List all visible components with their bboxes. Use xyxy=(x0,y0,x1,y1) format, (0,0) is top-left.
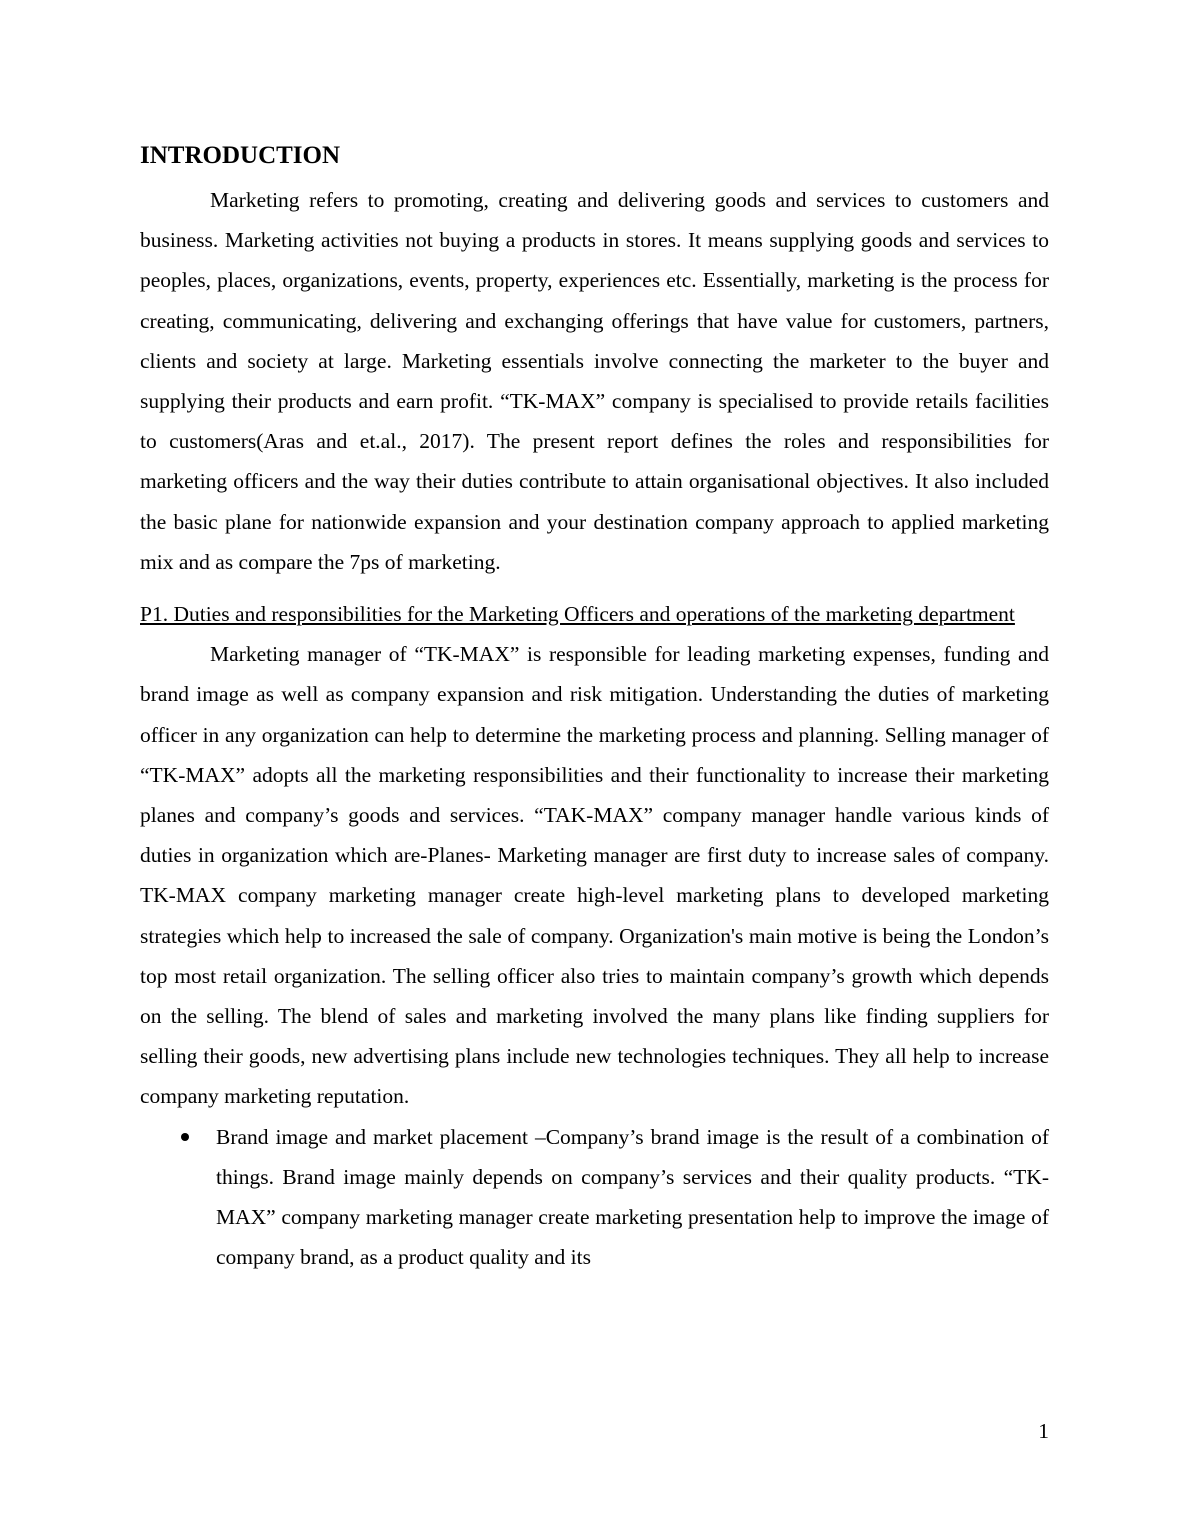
page-content xyxy=(140,138,1049,1277)
bullet-text: Brand image and market placement –Company’s brand image is the result of a combination of things. Brand image mainly depends on company’s services and their quality products. “TK-MAX” company marketing manager create marketing presentation help to improve the image of company brand, as a product quality and its xyxy=(216,1124,1049,1270)
intro-paragraph: Marketing refers to promoting, creating and delivering goods and services to customers and business. Marketing activities not buying a products in stores. It means supplying goods and services to peoples, places, organizations, events, property, experiences etc. Essentially, marketing is the process for creating, communicating, delivering and exchanging offerings that have value for customers, partners, clients and society at large. Marketing essentials involve connecting the marketer to the buyer and supplying their products and earn profit. “TK-MAX” company is specialised to provide retails facilities to customers(Aras and et.al., 2017). The present report defines the roles and responsibilities for marketing officers and the way their duties contribute to attain organisational objectives. It also included the basic plane for nationwide expansion and your destination company approach to applied marketing mix and as compare the 7ps of marketing. xyxy=(140,188,1049,574)
section-p1-title: P1. Duties and responsibilities for the Marketing Officers and operations of the marketing department xyxy=(140,602,1015,627)
section-p1-paragraph: Marketing manager of “TK-MAX” is responsible for leading marketing expenses, funding and brand image as well as company expansion and risk mitigation. Understanding the duties of marketing officer in any organization can help to determine the marketing process and planning. Selling manager of “TK-MAX” adopts all the marketing responsibilities and their functionality to increase their marketing planes and company’s goods and services. “TAK-MAX” company manager handle various kinds of duties in organization which are-Planes- Marketing manager are first duty to increase sales of company. TK-MAX company marketing manager create high-level marketing plans to developed marketing strategies which help to increased the sale of company. Organization's main motive is being the London’s top most retail organization. The selling officer also tries to maintain company’s growth which depends on the selling. The blend of sales and marketing involved the many plans like finding suppliers for selling their goods, new advertising plans include new technologies techniques. They all help to increase company marketing reputation. xyxy=(140,642,1049,1109)
bullet-item-brand-image xyxy=(140,1117,1049,1278)
page-number: 1 xyxy=(1038,1419,1049,1443)
bullet-list xyxy=(140,1117,1049,1278)
bullet-icon xyxy=(181,1133,189,1141)
introduction-heading: INTRODUCTION xyxy=(140,142,341,169)
